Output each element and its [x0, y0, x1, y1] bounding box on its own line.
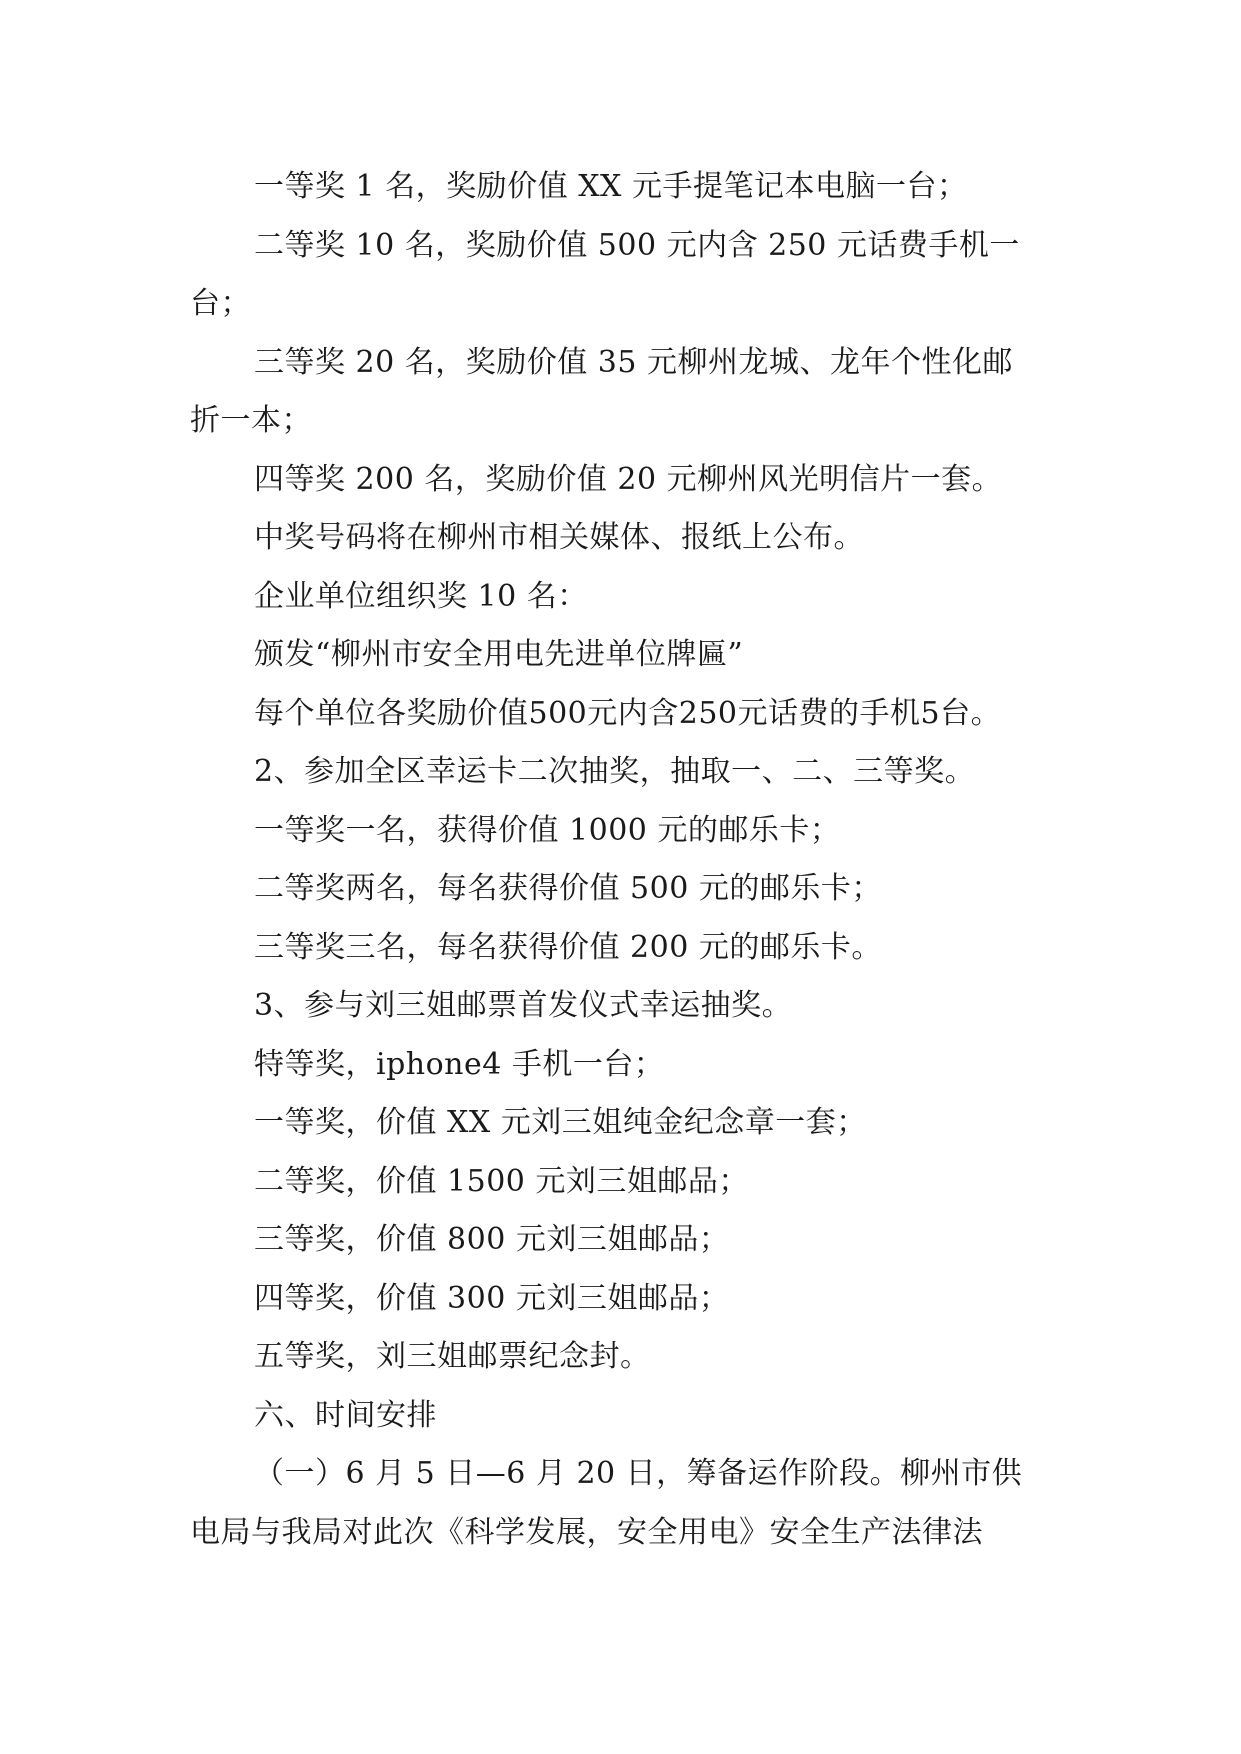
winners-announcement-line: 中奖号码将在柳州市相关媒体、报纸上公布。 — [254, 520, 864, 555]
stamp-ceremony-heading: 3、参与刘三姐邮票首发仪式幸运抽奖。 — [254, 988, 793, 1023]
stamp-second-prize: 二等奖，价值 1500 元刘三姐邮品； — [254, 1163, 749, 1199]
stamp-first-prize: 一等奖，价值 XX 元刘三姐纯金纪念章一套； — [254, 1105, 867, 1140]
schedule-heading: 六、时间安排 — [254, 1397, 437, 1433]
fourth-prize-line: 四等奖 200 名，奖励价值 20 元柳州风光明信片一套。 — [254, 461, 1003, 497]
lucky-card-first-prize: 一等奖一名，获得价值 1000 元的邮乐卡； — [254, 812, 841, 848]
stamp-third-prize: 三等奖，价值 800 元刘三姐邮品； — [254, 1222, 730, 1257]
second-prize-line: 二等奖 10 名，奖励价值 500 元内含 250 元话费手机一 — [254, 227, 1020, 263]
stamp-fourth-prize: 四等奖，价值 300 元刘三姐邮品； — [254, 1280, 730, 1316]
second-prize-line-cont: 台； — [190, 286, 251, 321]
third-prize-line: 三等奖 20 名，奖励价值 35 元柳州龙城、龙年个性化邮 — [254, 344, 1013, 380]
lucky-card-second-prize: 二等奖两名，每名获得价值 500 元的邮乐卡； — [254, 871, 882, 906]
plaque-award-line: 颁发“柳州市安全用电先进单位牌匾” — [254, 637, 744, 672]
document-body — [190, 158, 1050, 1562]
schedule-phase-one-cont: 电局与我局对此次《科学发展，安全用电》安全生产法律法 — [190, 1514, 983, 1550]
stamp-special-prize: 特等奖，iphone4 手机一台； — [254, 1046, 665, 1082]
schedule-phase-one: （一）6 月 5 日—6 月 20 日，筹备运作阶段。柳州市供 — [254, 1456, 1023, 1491]
first-prize-line: 一等奖 1 名，奖励价值 XX 元手提笔记本电脑一台； — [254, 169, 968, 204]
lucky-card-draw-heading: 2、参加全区幸运卡二次抽奖，抽取一、二、三等奖。 — [254, 754, 976, 789]
organization-award-line: 企业单位组织奖 10 名： — [254, 578, 588, 614]
unit-reward-line: 每个单位各奖励价值500元内含250元话费的手机5台。 — [254, 695, 1002, 731]
stamp-fifth-prize: 五等奖，刘三姐邮票纪念封。 — [254, 1339, 651, 1374]
lucky-card-third-prize: 三等奖三名，每名获得价值 200 元的邮乐卡。 — [254, 929, 882, 965]
third-prize-line-cont: 折一本； — [190, 403, 312, 438]
